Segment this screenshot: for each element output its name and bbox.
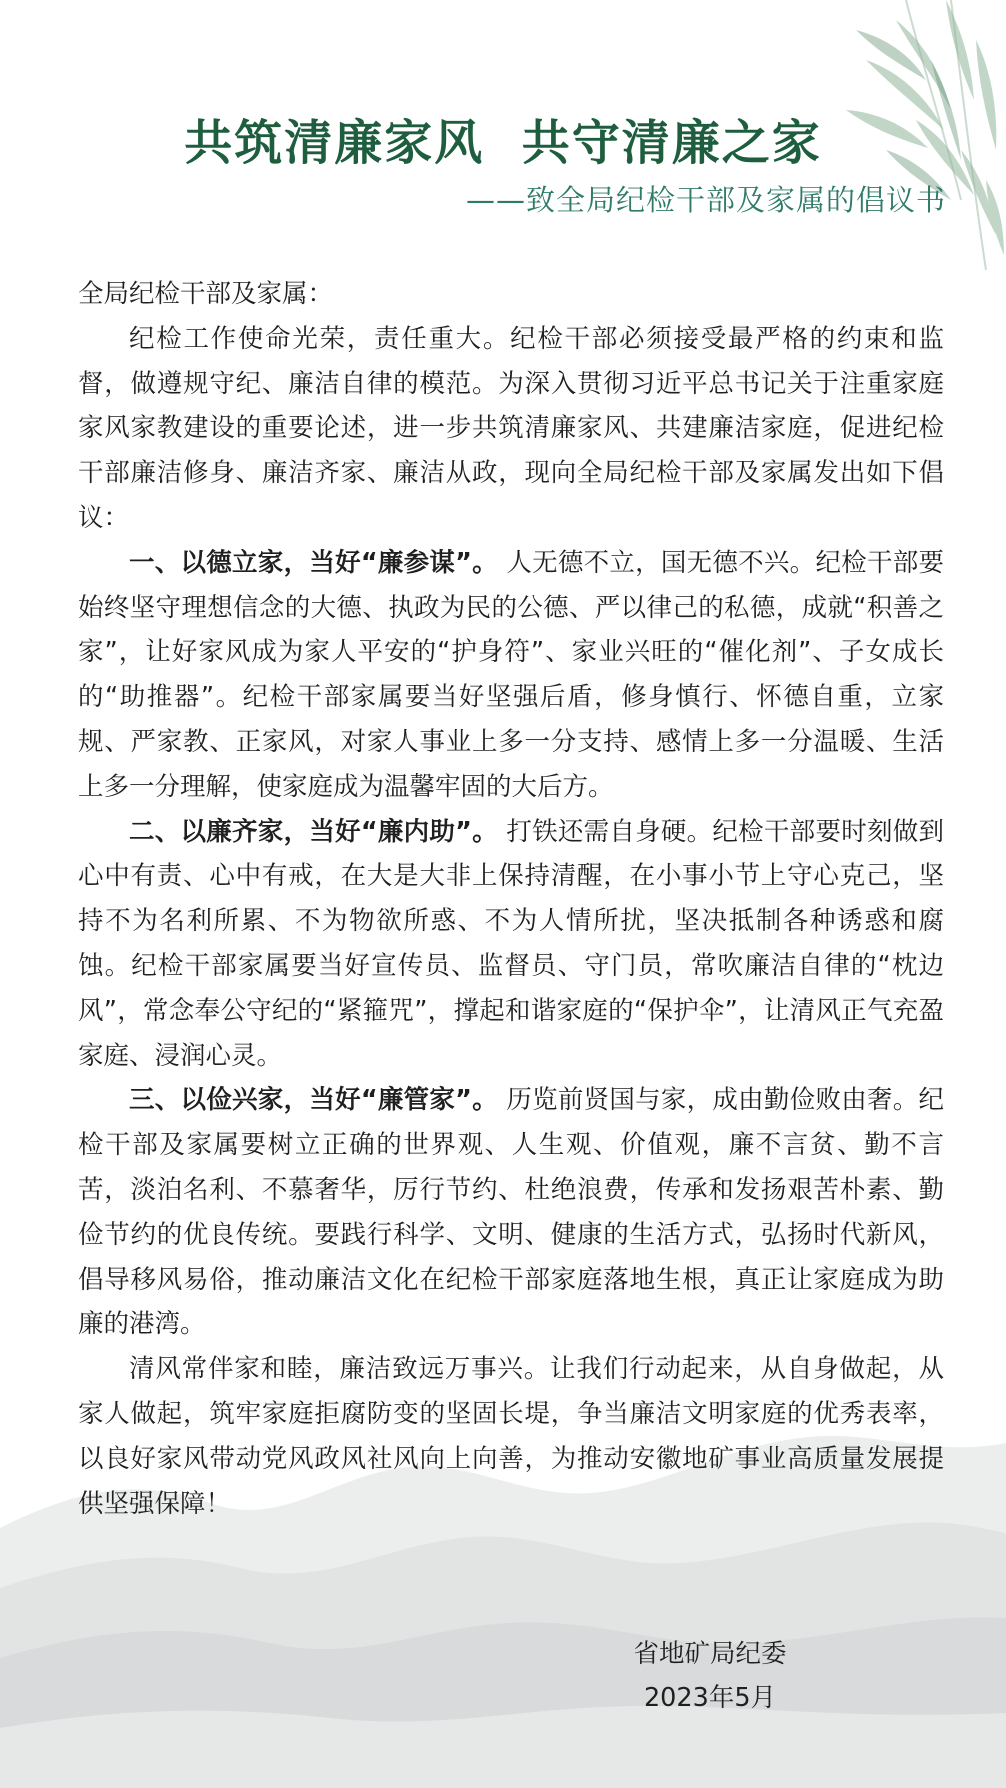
section-heading-2: 二、以廉齐家，当好“廉内助”。 bbox=[129, 816, 498, 847]
section-heading-1: 一、以德立家，当好“廉参谋”。 bbox=[129, 547, 498, 578]
section-text-2: 打铁还需自身硬。纪检干部要时刻做到心中有责、心中有戒，在大是大非上保持清醒，在小事小节上守心克己，坚持不为名利所累、不为物欲所惑、不为人情所扰，坚决抵制各种诱惑和腐蚀。纪检干部家属要当好宣传员、监督员、守门员，常吹廉洁自律的“枕边风”，常念奉公守纪的“紧箍咒”，撑起和谐家庭的“保护伞”，让清风正气充盈家庭、浸润心灵。 bbox=[78, 816, 944, 1071]
signature-org: 省地矿局纪委 bbox=[633, 1639, 787, 1669]
intro-paragraph: 纪检工作使命光荣，责任重大。纪检干部必须接受最严格的约束和监督，做遵规守纪、廉洁自律的模范。为深入贯彻习近平总书记关于注重家庭家风家教建设的重要论述，进一步共筑清廉家风、共建廉洁家庭，促进纪检干部廉洁修身、廉洁齐家、廉洁从政，现向全局纪检干部及家属发出如下倡议： bbox=[78, 323, 944, 533]
section-heading-3: 三、以俭兴家，当好“廉管家”。 bbox=[129, 1085, 498, 1116]
section-paragraph-2 bbox=[78, 810, 944, 1079]
closing-paragraph: 清风常伴家和睦，廉洁致远万事兴。让我们行动起来，从自身做起，从家人做起，筑牢家庭拒腐防变的坚固长堤，争当廉洁文明家庭的优秀表率，以良好家风带动党风政风社风向上向善，为推动安徽地矿事业高质量发展提供坚强保障！ bbox=[78, 1354, 944, 1519]
section-text-1: 人无德不立，国无德不兴。纪检干部要始终坚守理想信念的大德、执政为民的公德、严以律己的私德，成就“积善之家”，让好家风成为家人平安的“护身符”、家业兴旺的“催化剂”、子女成长的“助推器”。纪检干部家属要当好坚强后盾，修身慎行、怀德自重，立家规、严家教、正家风，对家人事业上多一分支持、感情上多一分温暖、生活上多一分理解，使家庭成为温馨牢固的大后方。 bbox=[78, 547, 944, 802]
section-text-3: 历览前贤国与家，成由勤俭败由奢。纪检干部及家属要树立正确的世界观、人生观、价值观，廉不言贫、勤不言苦，淡泊名利、不慕奢华，厉行节约、杜绝浪费，传承和发扬艰苦朴素、勤俭节约的优良传统。要践行科学、文明、健康的生活方式，弘扬时代新风，倡导移风易俗，推动廉洁文化在纪检干部家庭落地生根，真正让家庭成为助廉的港湾。 bbox=[78, 1085, 944, 1340]
section-paragraph-3 bbox=[78, 1078, 944, 1347]
page-title: 共筑清廉家风 共守清廉之家 bbox=[184, 115, 822, 171]
signature-date: 2023年5月 bbox=[643, 1683, 777, 1713]
page-subtitle: ——致全局纪检干部及家属的倡议书 bbox=[465, 183, 946, 217]
salutation: 全局纪检干部及家属： bbox=[78, 279, 334, 309]
letter-body bbox=[78, 272, 944, 1526]
section-paragraph-1 bbox=[78, 541, 944, 810]
